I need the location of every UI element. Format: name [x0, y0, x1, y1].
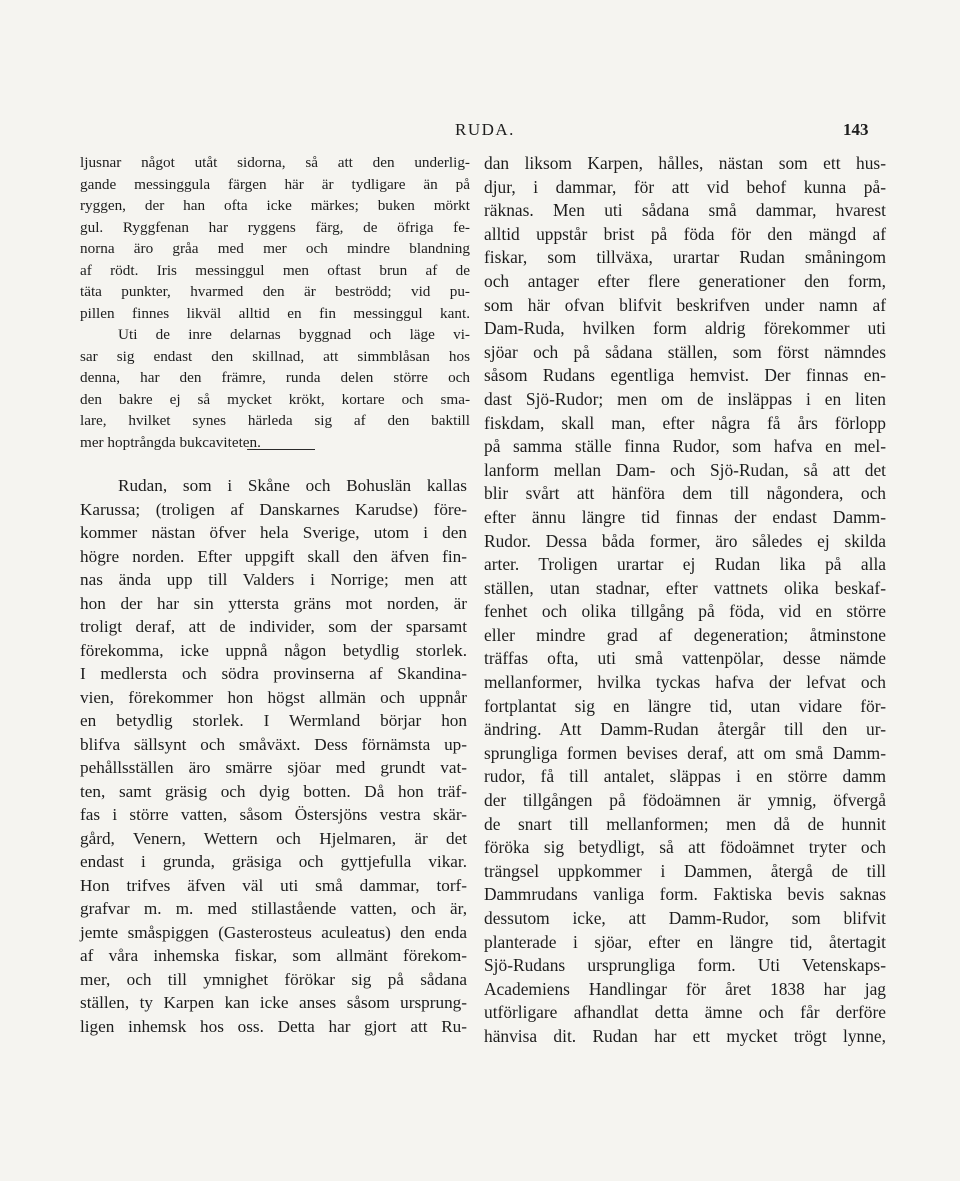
- text-line: ten, samt gräsig och dyig botten. Då hon träf-: [80, 781, 467, 801]
- text-line: ställen, utan stadnar, efter vattnets olika beskaf-: [484, 577, 886, 598]
- text-line: fas i större vatten, såsom Östersjöns vestra skär-: [80, 805, 467, 824]
- text-line: Hon trifves äfven väl uti små dammar, torf-: [80, 875, 467, 895]
- text-line: rudor, få till antalet, släppas i en större damm: [484, 766, 886, 787]
- text-line: dan liksom Karpen, hålles, nästan som ett hus-: [484, 153, 886, 173]
- text-line: eller mindre grad af degeneration; åtminstone: [484, 624, 886, 645]
- page-header: [0, 120, 960, 144]
- text-line: ställen, ty Karpen kan icke anses såsom ursprung-: [80, 993, 467, 1012]
- text-line: fortplantat sig en längre tid, utan vidare för-: [484, 695, 886, 716]
- text-line: den bakre ej så mycket krökt, kortare och sma-: [80, 390, 470, 408]
- text-line: räknas. Men uti sådana små dammar, hvarest: [484, 200, 886, 221]
- section-divider: [247, 449, 315, 450]
- text-line: som här ofvan blifvit beskrifven under namn af: [484, 294, 886, 315]
- left-column-distribution: [80, 474, 467, 1038]
- text-line: högre norden. Efter uppgift skall den äfven fin-: [80, 546, 467, 566]
- text-line: såsom Rudans egentliga hemvist. Der finnas en-: [484, 365, 886, 386]
- text-line: mer hoptrångda bukcaviteten.: [80, 433, 261, 451]
- text-line: gande messinggula färgen här är tydligare än på: [80, 175, 470, 193]
- text-line: endast i grunda, gräsiga och gyttjefulla vikar.: [80, 852, 467, 871]
- text-line: ryggen, der han ofta icke märkes; buken mörkt: [80, 197, 470, 214]
- text-line: mer, och till ymnighet förökar sig på sådana: [80, 969, 467, 989]
- text-line: hon der har sin yttersta gräns mot norden, är: [80, 593, 467, 613]
- text-line: blir svårt att hänföra dem till någondera, och: [484, 483, 886, 504]
- text-line: denna, har den främre, runda delen större och: [80, 369, 470, 386]
- text-line: förekomma, icke uppnå någon betydlig storlek.: [80, 640, 467, 660]
- text-line: troligt deraf, att de individer, som der sparsamt: [80, 617, 467, 636]
- text-line: sar sig endast den skillnad, att simmblåsan hos: [80, 347, 470, 365]
- text-line: Uti de inre delarnas byggnad och läge vi-: [118, 326, 470, 343]
- text-line: träffas ofta, uti små vattenpölar, desse nämde: [484, 648, 886, 669]
- text-line: jemte småspiggen (Gasterosteus aculeatus) den enda: [80, 922, 467, 942]
- text-line: djur, i dammar, för att vid behof kunna på-: [484, 176, 886, 197]
- text-line: en betydlig storlek. I Wermland börjar hon: [80, 711, 467, 730]
- text-line: och antager efter flere generationer den form,: [484, 270, 886, 291]
- text-line: kommer nästan öfver hela Sverige, utom i den: [80, 523, 467, 542]
- right-column-text: [484, 152, 886, 1049]
- text-line: Rudor. Dessa båda former, äro således ej skilda: [484, 530, 886, 551]
- running-head: RUDA.: [455, 120, 515, 139]
- text-line: de snart till mellanformen; men då de hunnit: [484, 813, 886, 834]
- text-line: täta punkter, hvarmed den är beströdd; vid pu-: [80, 283, 470, 300]
- text-line: gård, Venern, Wettern och Hjelmaren, är det: [80, 828, 467, 848]
- text-line: Sjö-Rudans ursprungliga form. Uti Vetenskaps-: [484, 955, 886, 976]
- text-line: arter. Troligen urartar ej Rudan lika på alla: [484, 554, 886, 575]
- text-line: norna äro gråa med mer och mindre blandning: [80, 240, 470, 257]
- text-line: dessutom icke, att Damm-Rudor, som blifvit: [484, 908, 886, 928]
- text-line: ligen inhemsk hos oss. Detta har gjort att Ru-: [80, 1016, 467, 1036]
- text-line: Academiens Handlingar för året 1838 har jag: [484, 978, 886, 999]
- text-line: hänvisa dit. Rudan har ett mycket trögt lynne,: [484, 1025, 886, 1046]
- text-line: dast Sjö-Rudor; men om de insläppas i en liten: [484, 388, 886, 409]
- text-line: pillen finnes likväl alltid en fin messinggul kant.: [80, 304, 470, 322]
- text-line: mellanformer, hvilka tyckas hafva der lefvat och: [484, 672, 886, 693]
- text-line: gul. Ryggfenan har ryggens färg, de öfriga fe-: [80, 218, 470, 236]
- text-line: Rudan, som i Skåne och Bohuslän kallas: [118, 476, 467, 495]
- text-line: lanform mellan Dam- och Sjö-Rudan, så att det: [484, 459, 886, 480]
- text-line: utförligare afhandlat detta ämne och får derföre: [484, 1002, 886, 1023]
- text-line: nas ända upp till Valders i Norrige; men att: [80, 570, 467, 589]
- text-line: af våra inhemska fiskar, som allmänt förekom-: [80, 946, 467, 965]
- text-line: grafvar m. m. med stillastående vatten, och är,: [80, 899, 467, 918]
- text-line: sprungliga formen bevises deraf, att om små Damm-: [484, 742, 886, 763]
- text-line: planterade i sjöar, efter en längre tid, återtagit: [484, 931, 886, 952]
- text-line: Dammrudans vanliga form. Faktiska bevis saknas: [484, 884, 886, 905]
- text-line: ändring. Att Damm-Rudan återgår till den ur-: [484, 719, 886, 740]
- text-line: blifva sällsynt och småväxt. Dess förnämsta up-: [80, 734, 467, 754]
- text-line: Karussa; (troligen af Danskarnes Karudse) före-: [80, 499, 467, 519]
- text-line: fiskar, som tillväxa, urartar Rudan småningom: [484, 247, 886, 268]
- text-line: af rödt. Iris messinggul men oftast brun af de: [80, 261, 470, 279]
- text-line: ljusnar något utåt sidorna, så att den underlig-: [80, 154, 470, 171]
- text-line: trängsel uppkommer i Dammen, återgå de till: [484, 860, 886, 881]
- text-line: fiskdam, skall man, efter några få års förlopp: [484, 412, 886, 433]
- text-line: pehållsställen äro smärre sjöar med grundt vat-: [80, 758, 467, 777]
- text-line: vien, förekommer hon högst allmän och uppnår: [80, 687, 467, 707]
- text-line: alltid uppstår brist på föda för den mängd af: [484, 223, 886, 244]
- text-line: föröka sig betydligt, så att födoämnet tryter och: [484, 837, 886, 858]
- text-line: efter ännu längre tid finnas der endast Damm-: [484, 506, 886, 527]
- text-line: Dam-Ruda, hvilken form aldrig förekommer uti: [484, 318, 886, 339]
- left-column-description: [80, 152, 470, 453]
- page-number: 143: [843, 120, 869, 139]
- text-line: sjöar och på sådana ställen, som först nämndes: [484, 341, 886, 362]
- text-line: på samma ställe finna Rudor, som hafva en mel-: [484, 436, 886, 457]
- text-line: lare, hvilket synes härleda sig af den baktill: [80, 412, 470, 429]
- text-line: fenhet och olika tillgång på föda, vid en större: [484, 601, 886, 622]
- text-line: I medlersta och södra provinserna af Skandina-: [80, 664, 467, 683]
- text-line: der tillgången på födoämnen är ymnig, öfvergå: [484, 790, 886, 811]
